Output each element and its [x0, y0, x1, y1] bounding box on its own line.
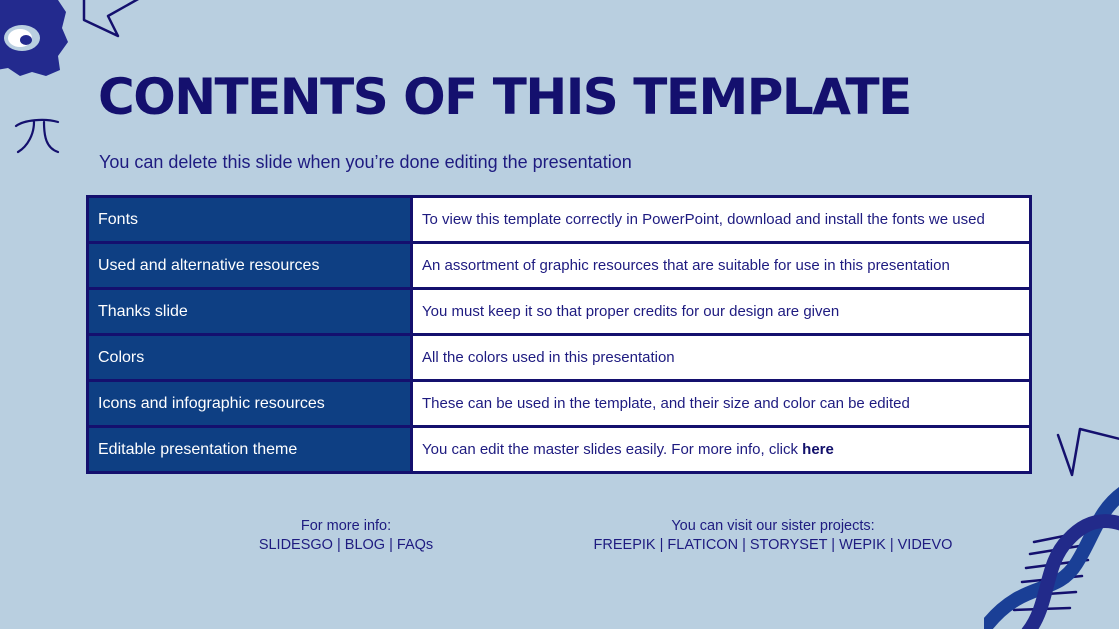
dna-helix-icon [984, 484, 1119, 629]
row-description-text: You can edit the master slides easily. For more info, click [422, 440, 803, 458]
separator: | [655, 537, 668, 553]
separator: | [738, 537, 750, 553]
footer-more-info [236, 517, 456, 555]
footer-left-heading: For more info: [300, 518, 392, 534]
row-description: These can be used in the template, and their size and color can be edited [412, 381, 1031, 427]
row-label: Used and alternative resources [88, 243, 412, 289]
row-description [412, 427, 1031, 473]
separator: | [385, 537, 397, 553]
storyset-link[interactable]: STORYSET [749, 537, 828, 553]
table-row [88, 335, 1031, 381]
row-label: Icons and infographic resources [88, 381, 412, 427]
virus-icon [0, 0, 72, 80]
star-icon [78, 0, 148, 40]
table-row [88, 427, 1031, 473]
separator: | [332, 537, 345, 553]
table-row [88, 243, 1031, 289]
row-label: Editable presentation theme [88, 427, 412, 473]
pi-symbol-icon [14, 112, 62, 156]
separator: | [885, 537, 898, 553]
footer-right-heading: You can visit our sister projects: [671, 518, 875, 534]
slidesgo-link[interactable]: SLIDESGO [258, 537, 333, 553]
footer-left-links [236, 536, 456, 555]
table-row [88, 197, 1031, 243]
check-mark-icon [1054, 425, 1119, 481]
table-row [88, 381, 1031, 427]
row-label: Thanks slide [88, 289, 412, 335]
freepik-link[interactable]: FREEPIK [593, 537, 656, 553]
faqs-link[interactable]: FAQs [396, 537, 434, 553]
row-description: All the colors used in this presentation [412, 335, 1031, 381]
contents-table [86, 195, 1032, 474]
flaticon-link[interactable]: FLATICON [667, 537, 739, 553]
page-subtitle: You can delete this slide when you’re done editing the presentation [99, 152, 632, 172]
row-label: Fonts [88, 197, 412, 243]
row-description: An assortment of graphic resources that are suitable for use in this presentation [412, 243, 1031, 289]
footer-right-links [573, 536, 973, 555]
page-title: CONTENTS OF THIS TEMPLATE [98, 68, 911, 126]
videvo-link[interactable]: VIDEVO [897, 537, 953, 553]
wepik-link[interactable]: WEPIK [839, 537, 886, 553]
row-description: You must keep it so that proper credits for our design are given [412, 289, 1031, 335]
here-link[interactable]: here [802, 440, 834, 458]
row-description: To view this template correctly in PowerPoint, download and install the fonts we used [412, 197, 1031, 243]
blog-link[interactable]: BLOG [344, 537, 386, 553]
table-row [88, 289, 1031, 335]
footer-sister-projects [573, 517, 973, 555]
row-label: Colors [88, 335, 412, 381]
separator: | [827, 537, 840, 553]
